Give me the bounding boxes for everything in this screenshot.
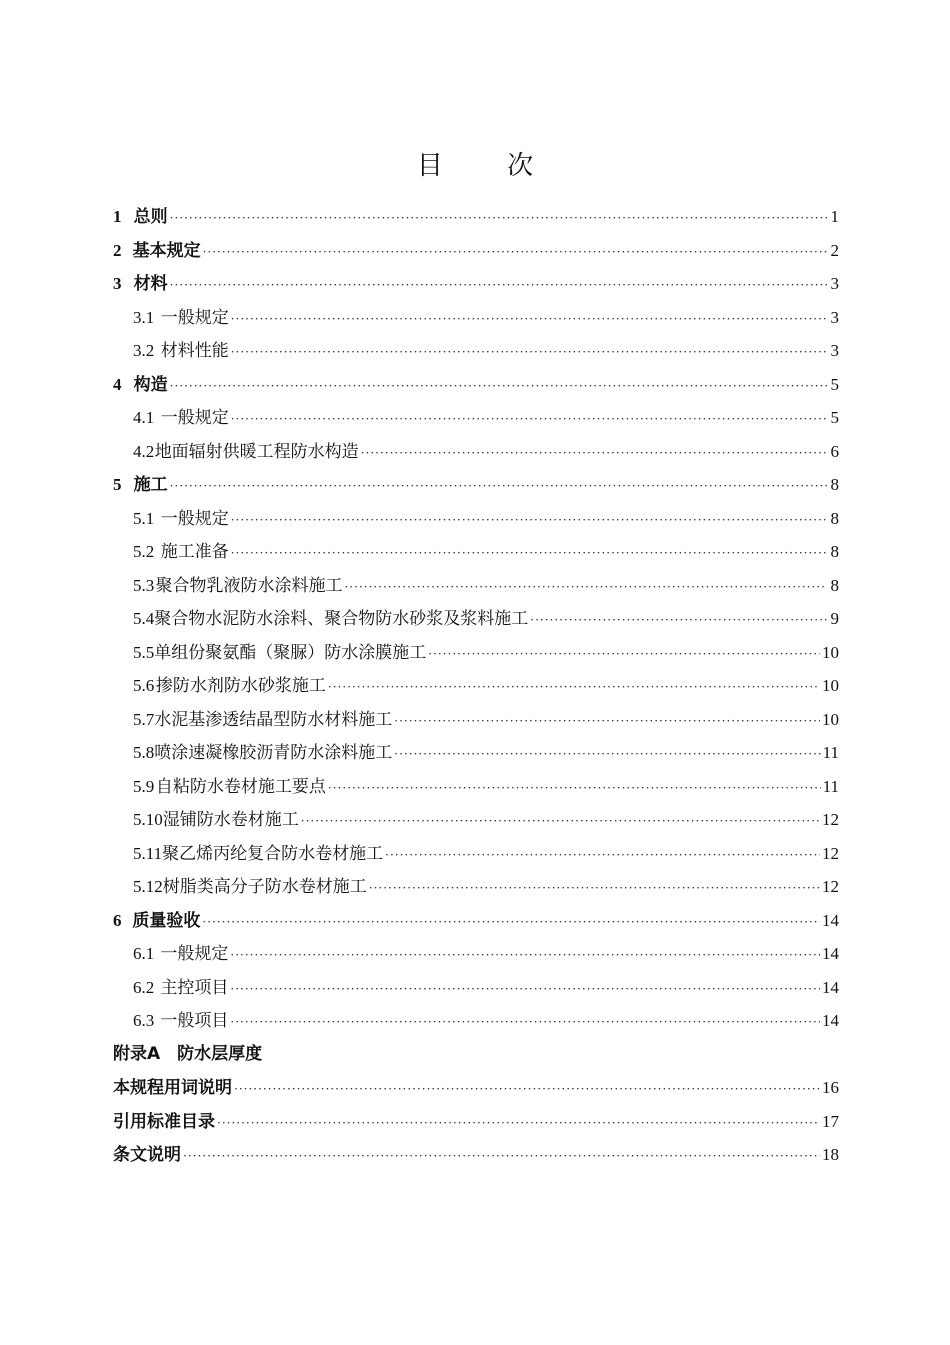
toc-page-number: 1 [830, 207, 839, 226]
toc-label: 水泥基渗透结晶型防水材料施工 [154, 709, 393, 730]
toc-page-number: 6 [830, 441, 839, 461]
toc-entry-3-2[interactable] [113, 334, 839, 368]
toc-number: 3 [113, 274, 122, 293]
toc-page-number: 11 [822, 776, 839, 796]
toc-number: 4.1 [133, 408, 155, 427]
toc-label: 聚乙烯丙纶复合防水卷材施工 [162, 843, 384, 864]
toc-entry-5-2[interactable] [113, 535, 839, 569]
toc-entry-5-10[interactable] [113, 803, 839, 837]
toc-page-number: 3 [830, 307, 839, 327]
leader-dots [394, 738, 820, 772]
leader-dots [231, 336, 827, 370]
toc-entry-6-2[interactable] [113, 971, 839, 1005]
toc-label: 施工准备 [160, 542, 229, 562]
toc-entry-4[interactable] [113, 368, 839, 402]
toc-page-number: 16 [822, 1078, 839, 1097]
toc-entry-5-11[interactable] [113, 837, 839, 871]
toc-number: 3.1 [133, 307, 155, 327]
leader-dots [203, 236, 827, 270]
toc-number: 5.5 [133, 642, 155, 662]
toc-entry-references[interactable] [113, 1105, 839, 1139]
toc-label: 树脂类高分子防水卷材施工 [162, 877, 367, 897]
toc-entry-explanation[interactable] [113, 1138, 839, 1172]
toc-label: 湿铺防水卷材施工 [162, 810, 299, 830]
toc-label: 一般规定 [160, 508, 229, 529]
toc-page-number: 17 [822, 1111, 839, 1131]
toc-page-number: 12 [822, 843, 839, 863]
toc-page-number: 14 [822, 944, 839, 963]
toc-page-number: 14 [822, 910, 839, 930]
toc-entry-6[interactable] [113, 904, 839, 938]
toc-page-number: 12 [822, 877, 839, 896]
leader-dots [394, 705, 820, 739]
leader-dots [530, 604, 827, 638]
toc-number: 6 [113, 910, 122, 930]
leader-dots [230, 973, 820, 1007]
toc-page-number: 2 [830, 240, 839, 260]
toc-label: 一般规定 [160, 408, 229, 428]
leader-dots [361, 437, 827, 471]
toc-entry-5-9[interactable] [113, 770, 839, 804]
leader-dots [231, 303, 827, 337]
toc-entry-5-8[interactable] [113, 736, 839, 770]
toc-label: 一般项目 [160, 1011, 229, 1031]
leader-dots [385, 839, 820, 873]
toc-entry-5-6[interactable] [113, 669, 839, 703]
toc-entry-appendix-a[interactable] [113, 1038, 839, 1072]
toc-number: 4 [113, 374, 122, 394]
toc-label: 聚合物水泥防水涂料、聚合物防水砂浆及浆料施工 [154, 609, 529, 629]
toc-number: 5.10 [133, 810, 163, 829]
toc-entry-5-4[interactable] [113, 602, 839, 636]
toc-entry-5-1[interactable] [113, 502, 839, 536]
toc-label: 质量验收 [132, 910, 201, 931]
leader-dots [170, 269, 827, 303]
toc-number: 5 [113, 475, 122, 494]
toc-number: 2 [113, 240, 122, 260]
toc-entry-5-3[interactable] [113, 569, 839, 603]
toc-page-number: 14 [822, 1011, 839, 1030]
toc-entry-4-1[interactable] [113, 401, 839, 435]
toc-page-number: 8 [830, 508, 839, 528]
toc-number: 5.1 [133, 508, 155, 528]
toc-label: 材料性能 [160, 341, 229, 361]
toc-label: 一般规定 [160, 944, 229, 964]
toc-entry-1[interactable] [113, 200, 839, 234]
page-title: 目 次 [416, 151, 562, 182]
leader-dots [230, 1006, 820, 1040]
leader-dots [234, 1073, 820, 1107]
toc-entry-terms[interactable] [113, 1071, 839, 1105]
toc-label: 条文说明 [113, 1145, 181, 1165]
leader-dots [170, 202, 827, 236]
toc-page-number: 8 [830, 542, 839, 561]
toc-entry-5-7[interactable] [113, 703, 839, 737]
leader-dots [344, 571, 827, 605]
toc-number: 5.12 [133, 877, 163, 896]
toc-page-number: 3 [830, 274, 839, 293]
toc-entry-5[interactable] [113, 468, 839, 502]
toc-number: 1 [113, 207, 122, 226]
toc-page-number: 12 [822, 810, 839, 829]
toc-label: 构造 [133, 374, 168, 395]
toc-label: 主控项目 [160, 977, 229, 998]
toc-label: 总则 [133, 207, 168, 227]
toc-entry-6-1[interactable] [113, 937, 839, 971]
leader-dots [230, 939, 820, 973]
toc-label: 一般规定 [160, 307, 229, 328]
toc-label: 单组份聚氨酯（聚脲）防水涂膜施工 [154, 642, 427, 663]
toc-number: 5.7 [133, 709, 155, 729]
toc-entry-3-1[interactable] [113, 301, 839, 335]
toc-entry-5-12[interactable] [113, 870, 839, 904]
toc-number: 3.2 [133, 341, 155, 360]
toc-entry-2[interactable] [113, 234, 839, 268]
toc-number: 5.9 [133, 776, 155, 796]
leader-dots [231, 537, 827, 571]
toc-number: 5.8 [133, 743, 155, 762]
toc-page-number: 8 [830, 475, 839, 494]
toc-number: 5.11 [133, 843, 163, 863]
toc-number: 5.6 [133, 676, 155, 695]
toc-page-number: 11 [822, 743, 839, 762]
toc-number: 5.4 [133, 609, 155, 628]
toc-page-number: 18 [822, 1145, 839, 1164]
toc-label: 附录A 防水层厚度 [113, 1043, 263, 1064]
toc-page-number: 10 [822, 676, 839, 695]
leader-dots [217, 1107, 820, 1141]
toc-page-number: 10 [822, 709, 839, 729]
toc-label: 基本规定 [132, 240, 201, 261]
toc-label: 喷涂速凝橡胶沥青防水涂料施工 [154, 743, 393, 763]
toc-number: 5.3 [133, 575, 155, 595]
leader-dots [428, 638, 820, 672]
toc-entry-3[interactable] [113, 267, 839, 301]
toc-page-number: 10 [822, 642, 839, 662]
leader-dots [183, 1140, 820, 1174]
toc-label: 自粘防水卷材施工要点 [155, 776, 326, 797]
toc-page-number: 9 [830, 609, 839, 628]
leader-dots [170, 370, 827, 404]
toc-label: 材料 [133, 274, 168, 294]
toc-page-number: 8 [830, 575, 839, 595]
toc-label: 掺防水剂防水砂浆施工 [155, 676, 326, 696]
leader-dots [202, 906, 820, 940]
toc-label: 聚合物乳液防水涂料施工 [155, 575, 343, 596]
leader-dots [328, 772, 821, 806]
leader-dots [231, 504, 827, 538]
toc-entry-4-2[interactable] [113, 435, 839, 469]
toc-entry-5-5[interactable] [113, 636, 839, 670]
toc-number: 6.1 [133, 944, 155, 963]
toc-number: 6.3 [133, 1011, 155, 1030]
leader-dots [231, 403, 827, 437]
toc-page-number: 14 [822, 977, 839, 997]
leader-dots [369, 872, 820, 906]
toc-page-number: 5 [830, 374, 839, 394]
leader-dots [328, 671, 820, 705]
toc-number: 4.2 [133, 441, 155, 461]
toc-number: 5.2 [133, 542, 155, 561]
toc-label: 地面辐射供暖工程防水构造 [154, 441, 359, 462]
toc-number: 6.2 [133, 977, 155, 997]
table-of-contents [113, 200, 839, 1172]
toc-page-number: 5 [830, 408, 839, 427]
toc-label: 引用标准目录 [113, 1111, 215, 1132]
leader-dots [170, 470, 827, 504]
leader-dots [301, 805, 820, 839]
toc-page-number: 3 [830, 341, 839, 360]
toc-label: 本规程用词说明 [113, 1078, 232, 1098]
toc-label: 施工 [133, 475, 168, 495]
toc-entry-6-3[interactable] [113, 1004, 839, 1038]
